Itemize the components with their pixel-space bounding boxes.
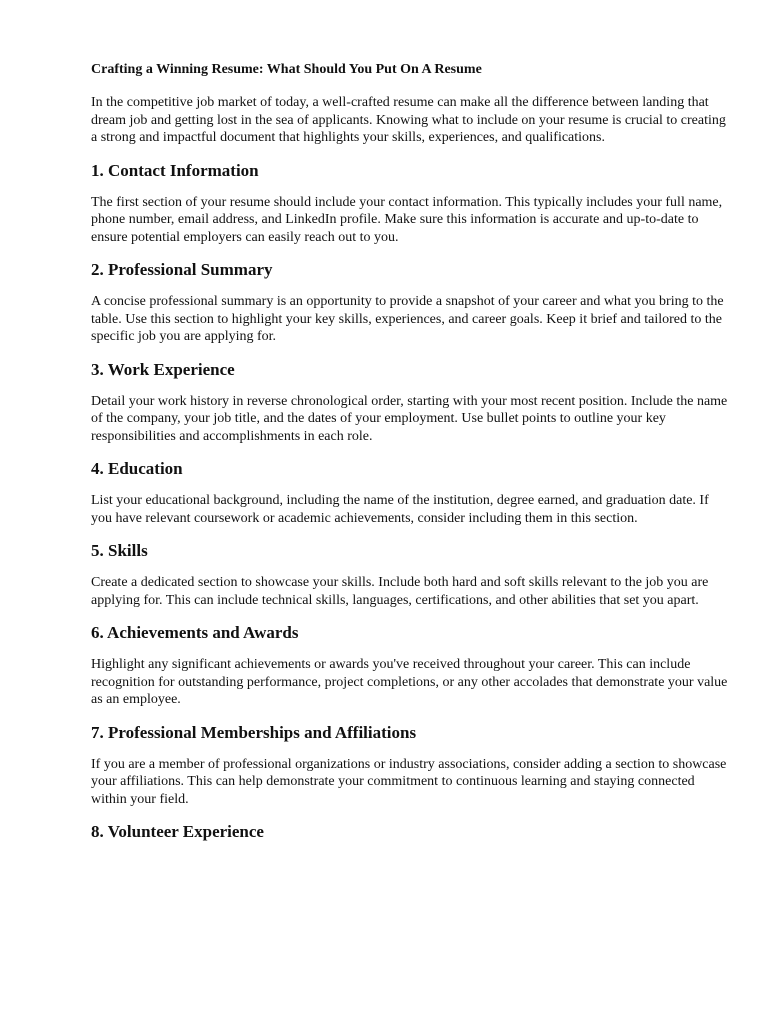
section-body: A concise professional summary is an opportunity to provide a snapshot of your career and what you bring to the table. Use this section to highlight your key skills, experiences, and career goals. Keep it brief and tailored to the specific job you are applying for. xyxy=(91,294,724,344)
section-heading: 4. Education xyxy=(91,459,183,478)
section-education xyxy=(91,459,731,527)
section-body: List your educational background, including the name of the institution, degree earned, and graduation date. If you have relevant coursework or academic achievements, consider including them in this section. xyxy=(91,493,709,526)
section-work-experience xyxy=(91,360,731,446)
section-body: Highlight any significant achievements or awards you've received throughout your career. This can include recognition for outstanding performance, project completions, or any other accolades that demonstrate your value as an employee. xyxy=(91,657,728,707)
section-heading: 7. Professional Memberships and Affiliations xyxy=(91,722,417,742)
section-skills xyxy=(91,541,731,609)
section-memberships-affiliations xyxy=(91,723,731,809)
section-heading: 3. Work Experience xyxy=(91,359,235,379)
section-heading: 2. Professional Summary xyxy=(91,260,273,279)
section-heading: 8. Volunteer Experience xyxy=(91,822,264,841)
document-page xyxy=(91,60,731,855)
section-heading: 5. Skills xyxy=(91,541,148,560)
intro-paragraph: In the competitive job market of today, a well-crafted resume can make all the difference between landing that dream job and getting lost in the sea of applicants. Knowing what to include on your resume is crucial to creating a strong and impactful document that highlights your skills, experiences, and qualifications. xyxy=(91,95,726,145)
section-body: The first section of your resume should include your contact information. This typically includes your full name, phone number, email address, and LinkedIn profile. Make sure this information is accurate and up-to-date to ensure potential employers can easily reach out to you. xyxy=(91,194,723,245)
section-body: Detail your work history in reverse chronological order, starting with your most recent position. Include the name of the company, your job title, and the dates of your employment. Use bullet points to outline your key responsibilities and accomplishments in each role. xyxy=(91,393,728,444)
section-heading: 1. Contact Information xyxy=(91,160,259,180)
section-body: Create a dedicated section to showcase your skills. Include both hard and soft skills relevant to the job you are applying for. This can include technical skills, languages, certifications, and other abilities that set you apart. xyxy=(91,575,709,608)
section-professional-summary xyxy=(91,260,731,346)
section-volunteer-experience xyxy=(91,822,731,842)
section-heading: 6. Achievements and Awards xyxy=(91,623,299,642)
section-contact-information xyxy=(91,161,731,247)
document-title: Crafting a Winning Resume: What Should You Put On A Resume xyxy=(91,62,482,77)
section-achievements-awards xyxy=(91,623,731,709)
section-body: If you are a member of professional organizations or industry associations, consider adding a section to showcase your affiliations. This can help demonstrate your commitment to continuous learning and staying connected within your field. xyxy=(91,756,727,807)
